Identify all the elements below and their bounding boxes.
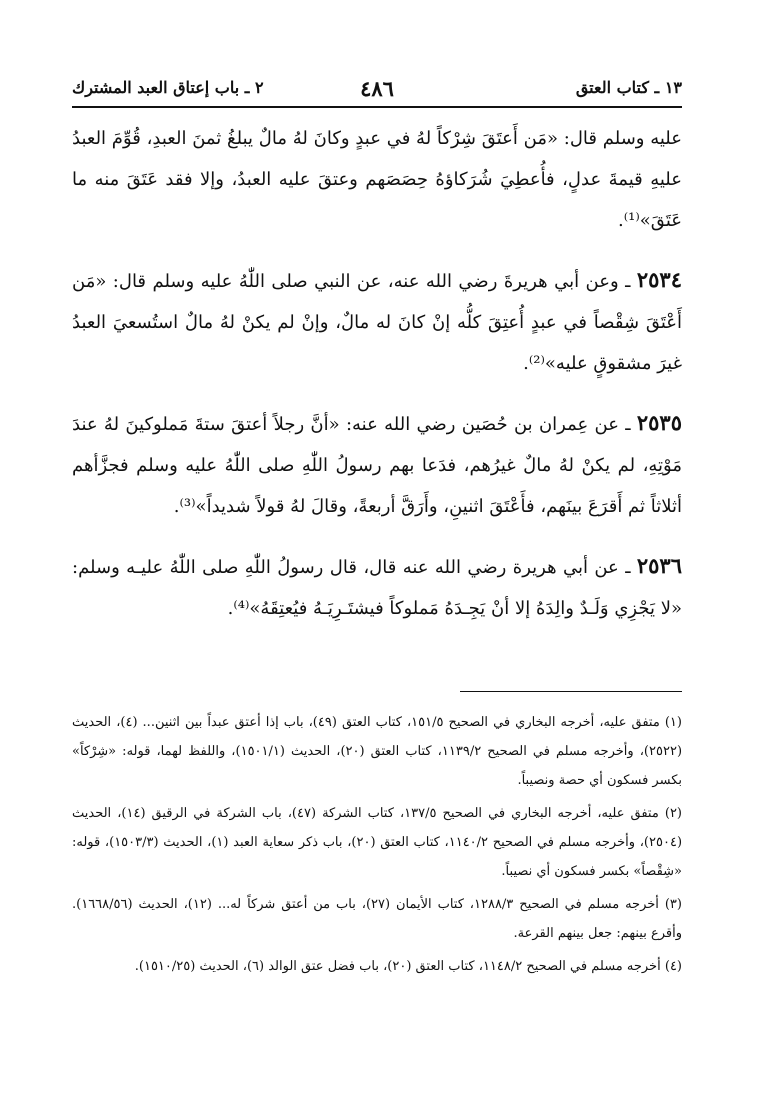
hadith-text: ـ عن عِمران بن حُصَين رضي الله عنه: «أنَّ رجلاً أعتقَ ستةَ مَملوكينَ لهُ عندَ مَوْتِهِ، لم يكنْ لهُ مالٌ غيرُهم، فدَعا بهم رسولُ اللّٰهِ صلى اللّٰهُ عليه وسلم فجزَّأهم أثلاثاً ثم أَقرَعَ بينَهم، فأَعْتَقَ اثنينِ، وأَرَقَّ أربعةً، وقالَ لهُ قولاً شديداً»⁽³⁾. (72, 414, 682, 517)
hadith-text: عليه وسلم قال: «مَن أَعتَقَ شِرْكاً لهُ في عبدٍ وكانَ لهُ مالٌ يبلغُ ثمنَ العبدِ، قُوِّمَ العبدُ عليهِ قيمةَ عدلٍ، فأُعطِيَ شُرَكاؤهُ حِصَصَهم وعتقَ عليه العبدُ، وإلا فقد عَتَقَ منه ما عَتَقَ»⁽¹⁾. (72, 128, 682, 231)
chapter-title: ١٣ ـ كتاب العتق (575, 78, 682, 97)
footnote-text: أخرجه مسلم في الصحيح ١٢٨٨/٣، كتاب الأيمان (٢٧)، باب من أعتق شركاً له... (١٢)، الحديث (١٦٦٨/٥٦). وأقرع بينهم: جعل بينهم القرعة. (72, 897, 682, 941)
footnote-marker: (١) (664, 715, 682, 730)
footnote-3 (72, 890, 682, 948)
main-text (72, 118, 682, 647)
footnote-2 (72, 799, 682, 886)
header-divider (72, 106, 682, 108)
page-header (72, 74, 682, 108)
footnote-marker: (٤) (664, 959, 682, 974)
hadith-paragraph-2536 (72, 545, 682, 629)
hadith-paragraph-2534 (72, 259, 682, 384)
hadith-number: ٢٥٣٤ (636, 267, 682, 292)
footnote-marker: (٣) (664, 897, 682, 912)
footnote-marker: (٢) (664, 806, 682, 821)
hadith-number: ٢٥٣٦ (636, 553, 682, 578)
hadith-text: ـ عن أبي هريرة رضي الله عنه قال، قال رسولُ اللّٰهِ صلى اللّٰهُ عليـه وسلم: «لا يَجْزِي وَلَـدٌ والِدَهُ إلا أنْ يَجِـدَهُ مَملوكاً فيشتَـرِيَـهُ فيُعتِقَهُ»⁽⁴⁾. (72, 557, 682, 619)
hadith-paragraph-2535 (72, 402, 682, 527)
page-number: ٤٨٦ (360, 76, 394, 101)
footnote-text: أخرجه مسلم في الصحيح ١١٤٨/٢، كتاب العتق (٢٠)، باب فضل عتق الوالد (٦)، الحديث (١٥١٠/٢٥). (134, 959, 661, 974)
hadith-text: ـ وعن أبي هريرةَ رضي الله عنه، عن النبي صلى اللّٰهُ عليه وسلم قال: «مَن أَعْتَقَ شِقْصاً في عبدٍ أُعتِقَ كلُّه إنْ كانَ له مالٌ، وإنْ لم يكنْ لهُ مالٌ استُسعيَ العبدُ غيرَ مشقوقٍ عليه»⁽²⁾. (72, 271, 682, 374)
footnote-1 (72, 708, 682, 795)
footnote-divider (460, 691, 682, 692)
hadith-paragraph-continuation (72, 118, 682, 241)
footnote-4 (72, 952, 682, 981)
hadith-number: ٢٥٣٥ (636, 410, 682, 435)
footnote-text: متفق عليه، أخرجه البخاري في الصحيح ١٥١/٥، كتاب العتق (٤٩)، باب إذا أعتق عبداً بين اثنين... (٤)، الحديث (٢٥٢٢)، وأخرجه مسلم في الصحيح ١١٣٩/٢، كتاب العتق (٢٠)، الحديث (١٥٠١/١)، واللفظ لهما، قوله: «شِرْكاً» بكسر فسكون أي حصة ونصيباً. (72, 715, 683, 788)
footnote-text: متفق عليه، أخرجه البخاري في الصحيح ١٣٧/٥، كتاب الشركة (٤٧)، باب الشركة في الرقيق (١٤)، الحديث (٢٥٠٤)، وأخرجه مسلم في الصحيح ١١٤٠/٢، كتاب العتق (٢٠)، باب ذكر سعاية العبد (١)، الحديث (١٥٠٣/٣)، قوله: «شِقْصاً» بكسر فسكون أي نصيباً. (72, 806, 683, 879)
footnotes (72, 708, 682, 985)
section-title: ٢ ـ باب إعتاق العبد المشترك (72, 78, 264, 97)
